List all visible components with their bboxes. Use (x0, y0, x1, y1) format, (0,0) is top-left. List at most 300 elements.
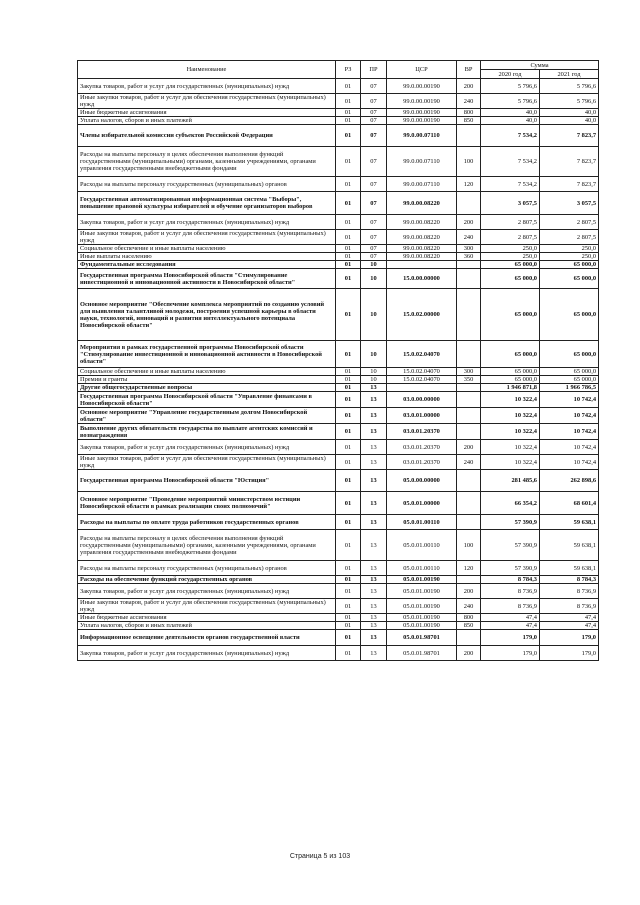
row-value-2020: 2 807,5 (481, 230, 540, 245)
row-pr: 07 (361, 177, 387, 192)
row-vr: 200 (457, 584, 481, 599)
row-vr: 100 (457, 147, 481, 177)
table-row (78, 440, 599, 455)
row-rz: 01 (336, 117, 361, 125)
row-value-2020: 40,0 (481, 117, 540, 125)
table-row (78, 384, 599, 392)
table-header (78, 61, 599, 79)
row-value-2020: 47,4 (481, 614, 540, 622)
table-row (78, 599, 599, 614)
page-number: Страница 5 из 103 (289, 853, 351, 860)
row-vr (457, 424, 481, 440)
row-csr: 05.0.01.00110 (387, 561, 457, 576)
row-name: Расходы на выплаты персоналу государственных (муниципальных) органов (78, 561, 336, 576)
row-pr: 07 (361, 245, 387, 253)
col-header-name: Наименование (78, 61, 336, 79)
row-pr: 13 (361, 530, 387, 561)
row-pr: 13 (361, 622, 387, 630)
row-pr: 07 (361, 125, 387, 147)
row-value-2021: 5 796,6 (540, 79, 599, 94)
table-row (78, 455, 599, 470)
row-rz: 01 (336, 341, 361, 368)
row-rz: 01 (336, 646, 361, 661)
row-vr: 850 (457, 622, 481, 630)
row-rz: 01 (336, 177, 361, 192)
row-csr: 15.0.02.04070 (387, 341, 457, 368)
table-row (78, 117, 599, 125)
row-rz: 01 (336, 530, 361, 561)
row-name: Социальное обеспечение и иные выплаты населению (78, 368, 336, 376)
table-row (78, 376, 599, 384)
table-row (78, 530, 599, 561)
row-vr: 120 (457, 561, 481, 576)
table-row (78, 424, 599, 440)
row-csr: 03.0.01.20370 (387, 440, 457, 455)
row-csr: 05.0.01.98701 (387, 630, 457, 646)
row-name: Основное мероприятие "Проведение мероприятий министерством юстиции Новосибирской области в рамках реализации своих полномочий" (78, 492, 336, 515)
row-value-2020: 250,0 (481, 245, 540, 253)
row-value-2021: 59 638,1 (540, 515, 599, 530)
row-pr: 07 (361, 147, 387, 177)
row-name: Расходы на обеспечение функций государственных органов (78, 576, 336, 584)
row-csr: 99.0.00.08220 (387, 253, 457, 261)
row-name: Иные выплаты населению (78, 253, 336, 261)
row-csr: 99.0.00.00190 (387, 79, 457, 94)
row-rz: 01 (336, 614, 361, 622)
row-value-2021: 59 638,1 (540, 561, 599, 576)
row-vr (457, 269, 481, 289)
table-row (78, 109, 599, 117)
row-vr: 850 (457, 117, 481, 125)
row-pr: 13 (361, 455, 387, 470)
row-value-2020: 179,0 (481, 630, 540, 646)
row-rz: 01 (336, 261, 361, 269)
row-csr: 99.0.00.08220 (387, 215, 457, 230)
row-value-2021: 65 000,0 (540, 269, 599, 289)
row-vr: 300 (457, 245, 481, 253)
row-value-2020: 65 000,0 (481, 269, 540, 289)
row-name: Иные закупки товаров, работ и услуг для обеспечения государственных (муниципальных) нужд (78, 94, 336, 109)
row-value-2020: 7 534,2 (481, 147, 540, 177)
table-body (78, 79, 599, 661)
row-csr: 99.0.00.07110 (387, 125, 457, 147)
table-row (78, 470, 599, 492)
row-name: Мероприятия в рамках государственной программы Новосибирской области "Стимулирование инвестиционной и инновационной активности в Новосибирской области" (78, 341, 336, 368)
table-row (78, 341, 599, 368)
row-pr: 13 (361, 630, 387, 646)
row-csr: 99.0.00.08220 (387, 245, 457, 253)
row-value-2021: 179,0 (540, 646, 599, 661)
row-pr: 13 (361, 440, 387, 455)
row-value-2020: 8 736,9 (481, 584, 540, 599)
row-rz: 01 (336, 455, 361, 470)
row-rz: 01 (336, 230, 361, 245)
row-rz: 01 (336, 384, 361, 392)
row-pr: 13 (361, 424, 387, 440)
row-name: Государственная программа Новосибирской области "Стимулирование инвестиционной и инновационной активности в Новосибирской области" (78, 269, 336, 289)
row-vr (457, 392, 481, 408)
row-rz: 01 (336, 440, 361, 455)
row-name: Выполнение других обязательств государства по выплате агентских комиссий и вознаграждения (78, 424, 336, 440)
row-rz: 01 (336, 79, 361, 94)
row-value-2021: 7 823,7 (540, 125, 599, 147)
table-row (78, 515, 599, 530)
row-value-2021: 8 784,3 (540, 576, 599, 584)
row-value-2021: 8 736,9 (540, 599, 599, 614)
row-value-2021: 250,0 (540, 253, 599, 261)
row-value-2020: 57 390,9 (481, 515, 540, 530)
row-csr: 05.0.01.00190 (387, 614, 457, 622)
row-rz: 01 (336, 368, 361, 376)
row-value-2021: 7 823,7 (540, 147, 599, 177)
row-csr: 05.0.01.00190 (387, 576, 457, 584)
row-vr (457, 384, 481, 392)
row-name: Другие общегосударственные вопросы (78, 384, 336, 392)
row-name: Премии и гранты (78, 376, 336, 384)
table-row (78, 125, 599, 147)
row-name: Уплата налогов, сборов и иных платежей (78, 622, 336, 630)
row-name: Закупка товаров, работ и услуг для государственных (муниципальных) нужд (78, 215, 336, 230)
row-vr (457, 125, 481, 147)
row-value-2020: 250,0 (481, 253, 540, 261)
row-value-2020: 65 000,0 (481, 289, 540, 341)
row-value-2020: 5 796,6 (481, 94, 540, 109)
col-header-rz: РЗ (336, 61, 361, 79)
row-vr: 240 (457, 455, 481, 470)
row-pr: 07 (361, 94, 387, 109)
row-csr: 05.0.01.00190 (387, 599, 457, 614)
row-rz: 01 (336, 492, 361, 515)
row-name: Фундаментальные исследования (78, 261, 336, 269)
table-row (78, 94, 599, 109)
row-value-2021: 1 966 786,5 (540, 384, 599, 392)
row-vr: 100 (457, 530, 481, 561)
row-name: Расходы на выплаты персоналу государственных (муниципальных) органов (78, 177, 336, 192)
row-csr: 99.0.00.07110 (387, 177, 457, 192)
row-value-2021: 262 898,6 (540, 470, 599, 492)
row-csr: 99.0.00.07110 (387, 147, 457, 177)
row-vr: 360 (457, 253, 481, 261)
row-vr: 200 (457, 79, 481, 94)
row-csr: 99.0.00.00190 (387, 109, 457, 117)
row-value-2021: 2 807,5 (540, 230, 599, 245)
row-value-2021: 250,0 (540, 245, 599, 253)
row-rz: 01 (336, 561, 361, 576)
table-row (78, 261, 599, 269)
table-row (78, 392, 599, 408)
row-pr: 07 (361, 192, 387, 215)
row-csr: 15.0.02.00000 (387, 289, 457, 341)
row-pr: 10 (361, 341, 387, 368)
row-value-2021: 47,4 (540, 614, 599, 622)
row-value-2021: 40,0 (540, 117, 599, 125)
row-pr: 13 (361, 576, 387, 584)
row-rz: 01 (336, 599, 361, 614)
row-value-2020: 10 322,4 (481, 424, 540, 440)
row-pr: 07 (361, 79, 387, 94)
col-header-2020: 2020 год (481, 70, 540, 79)
row-csr: 05.0.01.00190 (387, 584, 457, 599)
col-header-2021: 2021 год (540, 70, 599, 79)
row-rz: 01 (336, 192, 361, 215)
row-pr: 10 (361, 269, 387, 289)
row-value-2021: 10 742,4 (540, 408, 599, 424)
row-rz: 01 (336, 622, 361, 630)
row-csr: 05.0.01.98701 (387, 646, 457, 661)
row-value-2020: 10 322,4 (481, 392, 540, 408)
row-vr: 200 (457, 215, 481, 230)
row-csr: 99.0.00.00190 (387, 117, 457, 125)
row-value-2020: 65 000,0 (481, 261, 540, 269)
row-csr: 05.0.01.00000 (387, 492, 457, 515)
row-vr (457, 341, 481, 368)
row-csr: 03.0.01.00000 (387, 408, 457, 424)
row-vr (457, 408, 481, 424)
row-rz: 01 (336, 630, 361, 646)
row-rz: 01 (336, 408, 361, 424)
row-rz: 01 (336, 215, 361, 230)
table-row (78, 622, 599, 630)
row-value-2020: 8 784,3 (481, 576, 540, 584)
row-rz: 01 (336, 470, 361, 492)
table-row (78, 289, 599, 341)
row-value-2021: 179,0 (540, 630, 599, 646)
row-value-2020: 7 534,2 (481, 125, 540, 147)
table-row (78, 576, 599, 584)
row-value-2021: 59 638,1 (540, 530, 599, 561)
row-pr: 10 (361, 289, 387, 341)
row-value-2020: 1 946 871,8 (481, 384, 540, 392)
row-pr: 13 (361, 408, 387, 424)
row-rz: 01 (336, 515, 361, 530)
row-name: Закупка товаров, работ и услуг для государственных (муниципальных) нужд (78, 79, 336, 94)
table-row (78, 269, 599, 289)
row-vr: 200 (457, 646, 481, 661)
row-value-2020: 10 322,4 (481, 408, 540, 424)
row-name: Государственная программа Новосибирской области "Управление финансами в Новосибирской области" (78, 392, 336, 408)
row-value-2020: 2 807,5 (481, 215, 540, 230)
table-row (78, 368, 599, 376)
row-csr: 15.0.02.04070 (387, 376, 457, 384)
row-vr (457, 470, 481, 492)
row-name: Основное мероприятие "Управление государственным долгом Новосибирской области" (78, 408, 336, 424)
row-rz: 01 (336, 376, 361, 384)
row-pr: 13 (361, 599, 387, 614)
row-vr (457, 576, 481, 584)
table-row (78, 492, 599, 515)
row-name: Расходы на выплаты персоналу в целях обеспечения выполнения функций государственными (муниципальными) органами, казенными учреждениями, органами управления государственными внебюджетными фондами (78, 530, 336, 561)
row-value-2021: 68 601,4 (540, 492, 599, 515)
row-pr: 13 (361, 392, 387, 408)
row-name: Иные бюджетные ассигнования (78, 109, 336, 117)
table-row (78, 630, 599, 646)
row-name: Информационное освещение деятельности органов государственной власти (78, 630, 336, 646)
row-value-2020: 65 000,0 (481, 341, 540, 368)
row-vr: 800 (457, 109, 481, 117)
row-pr: 13 (361, 561, 387, 576)
row-name: Уплата налогов, сборов и иных платежей (78, 117, 336, 125)
row-csr: 15.0.00.00000 (387, 269, 457, 289)
row-csr: 99.0.00.08220 (387, 230, 457, 245)
row-pr: 13 (361, 492, 387, 515)
row-rz: 01 (336, 125, 361, 147)
table-row (78, 177, 599, 192)
row-value-2020: 66 354,2 (481, 492, 540, 515)
col-header-sum: Сумма (481, 61, 599, 70)
row-vr (457, 515, 481, 530)
row-pr: 13 (361, 584, 387, 599)
row-name: Закупка товаров, работ и услуг для государственных (муниципальных) нужд (78, 440, 336, 455)
row-csr: 03.0.01.20370 (387, 424, 457, 440)
col-header-csr: ЦСР (387, 61, 457, 79)
row-value-2021: 5 796,6 (540, 94, 599, 109)
row-vr (457, 630, 481, 646)
row-rz: 01 (336, 109, 361, 117)
row-rz: 01 (336, 576, 361, 584)
row-rz: 01 (336, 94, 361, 109)
row-value-2020: 281 485,6 (481, 470, 540, 492)
row-vr (457, 492, 481, 515)
row-csr (387, 261, 457, 269)
row-pr: 07 (361, 215, 387, 230)
row-value-2021: 8 736,9 (540, 584, 599, 599)
row-pr: 13 (361, 515, 387, 530)
row-name: Иные закупки товаров, работ и услуг для обеспечения государственных (муниципальных) нужд (78, 599, 336, 614)
row-name: Члены избирательной комиссии субъектов Российской Федерации (78, 125, 336, 147)
row-pr: 07 (361, 109, 387, 117)
row-name: Расходы на выплаты по оплате труда работников государственных органов (78, 515, 336, 530)
row-csr (387, 384, 457, 392)
row-name: Социальное обеспечение и иные выплаты населению (78, 245, 336, 253)
row-value-2021: 65 000,0 (540, 261, 599, 269)
row-value-2020: 3 057,5 (481, 192, 540, 215)
row-csr: 05.0.01.00110 (387, 530, 457, 561)
table-row (78, 215, 599, 230)
row-rz: 01 (336, 424, 361, 440)
table-row (78, 584, 599, 599)
table-row (78, 245, 599, 253)
row-pr: 10 (361, 368, 387, 376)
row-vr: 800 (457, 614, 481, 622)
row-value-2020: 179,0 (481, 646, 540, 661)
row-value-2020: 8 736,9 (481, 599, 540, 614)
row-value-2021: 10 742,4 (540, 455, 599, 470)
row-value-2020: 47,4 (481, 622, 540, 630)
row-pr: 13 (361, 470, 387, 492)
table-row (78, 147, 599, 177)
row-csr: 05.0.01.00190 (387, 622, 457, 630)
row-name: Иные закупки товаров, работ и услуг для обеспечения государственных (муниципальных) нужд (78, 230, 336, 245)
row-vr: 120 (457, 177, 481, 192)
table-row (78, 646, 599, 661)
row-csr: 15.0.02.04070 (387, 368, 457, 376)
row-csr: 05.0.00.00000 (387, 470, 457, 492)
row-rz: 01 (336, 289, 361, 341)
row-vr: 300 (457, 368, 481, 376)
row-value-2020: 57 390,9 (481, 530, 540, 561)
row-value-2020: 5 796,6 (481, 79, 540, 94)
row-csr: 05.0.01.00110 (387, 515, 457, 530)
row-value-2021: 47,4 (540, 622, 599, 630)
row-value-2020: 40,0 (481, 109, 540, 117)
row-name: Закупка товаров, работ и услуг для государственных (муниципальных) нужд (78, 584, 336, 599)
row-pr: 13 (361, 384, 387, 392)
budget-table (77, 60, 599, 661)
row-pr: 07 (361, 230, 387, 245)
table-row (78, 230, 599, 245)
row-pr: 07 (361, 253, 387, 261)
row-name: Закупка товаров, работ и услуг для государственных (муниципальных) нужд (78, 646, 336, 661)
row-rz: 01 (336, 269, 361, 289)
row-pr: 13 (361, 614, 387, 622)
row-value-2020: 7 534,2 (481, 177, 540, 192)
row-vr (457, 192, 481, 215)
row-vr: 240 (457, 230, 481, 245)
table-row (78, 79, 599, 94)
row-rz: 01 (336, 147, 361, 177)
row-name: Основное мероприятие "Обеспечение комплекса мероприятий по созданию условий для выявления талантливой молодежи, построения успешной карьеры в области науки, технологий, инноваций и развития интеллектуального потенциала Новосибирской области" (78, 289, 336, 341)
row-name: Государственная автоматизированная информационная система "Выборы", повышение правовой культуры избирателей и обучение организаторов выборов (78, 192, 336, 215)
table-row (78, 408, 599, 424)
col-header-pr: ПР (361, 61, 387, 79)
row-value-2020: 65 000,0 (481, 368, 540, 376)
row-vr: 200 (457, 440, 481, 455)
table-row (78, 614, 599, 622)
row-value-2021: 65 000,0 (540, 341, 599, 368)
row-value-2021: 3 057,5 (540, 192, 599, 215)
row-pr: 10 (361, 261, 387, 269)
table-row (78, 192, 599, 215)
row-value-2021: 65 000,0 (540, 368, 599, 376)
row-pr: 10 (361, 376, 387, 384)
row-vr (457, 289, 481, 341)
row-csr: 99.0.00.08220 (387, 192, 457, 215)
row-pr: 07 (361, 117, 387, 125)
row-csr: 03.0.01.20370 (387, 455, 457, 470)
row-value-2020: 10 322,4 (481, 455, 540, 470)
row-value-2021: 65 000,0 (540, 376, 599, 384)
row-value-2021: 10 742,4 (540, 424, 599, 440)
row-vr (457, 261, 481, 269)
row-value-2020: 65 000,0 (481, 376, 540, 384)
budget-sheet (77, 60, 598, 661)
row-value-2021: 10 742,4 (540, 440, 599, 455)
col-header-vr: ВР (457, 61, 481, 79)
row-value-2021: 7 823,7 (540, 177, 599, 192)
row-rz: 01 (336, 392, 361, 408)
row-vr: 350 (457, 376, 481, 384)
row-csr: 99.0.00.00190 (387, 94, 457, 109)
row-value-2020: 57 390,9 (481, 561, 540, 576)
row-rz: 01 (336, 584, 361, 599)
row-rz: 01 (336, 245, 361, 253)
row-name: Государственная программа Новосибирской области "Юстиция" (78, 470, 336, 492)
row-csr: 03.0.00.00000 (387, 392, 457, 408)
table-row (78, 253, 599, 261)
row-value-2021: 2 807,5 (540, 215, 599, 230)
row-name: Расходы на выплаты персоналу в целях обеспечения выполнения функций государственными (муниципальными) органами, казенными учреждениями, органами управления государственными внебюджетными фондами (78, 147, 336, 177)
row-pr: 13 (361, 646, 387, 661)
row-value-2021: 40,0 (540, 109, 599, 117)
row-value-2020: 10 322,4 (481, 440, 540, 455)
row-rz: 01 (336, 253, 361, 261)
row-name: Иные бюджетные ассигнования (78, 614, 336, 622)
row-value-2021: 65 000,0 (540, 289, 599, 341)
row-vr: 240 (457, 599, 481, 614)
row-value-2021: 10 742,4 (540, 392, 599, 408)
row-name: Иные закупки товаров, работ и услуг для обеспечения государственных (муниципальных) нужд (78, 455, 336, 470)
table-row (78, 561, 599, 576)
